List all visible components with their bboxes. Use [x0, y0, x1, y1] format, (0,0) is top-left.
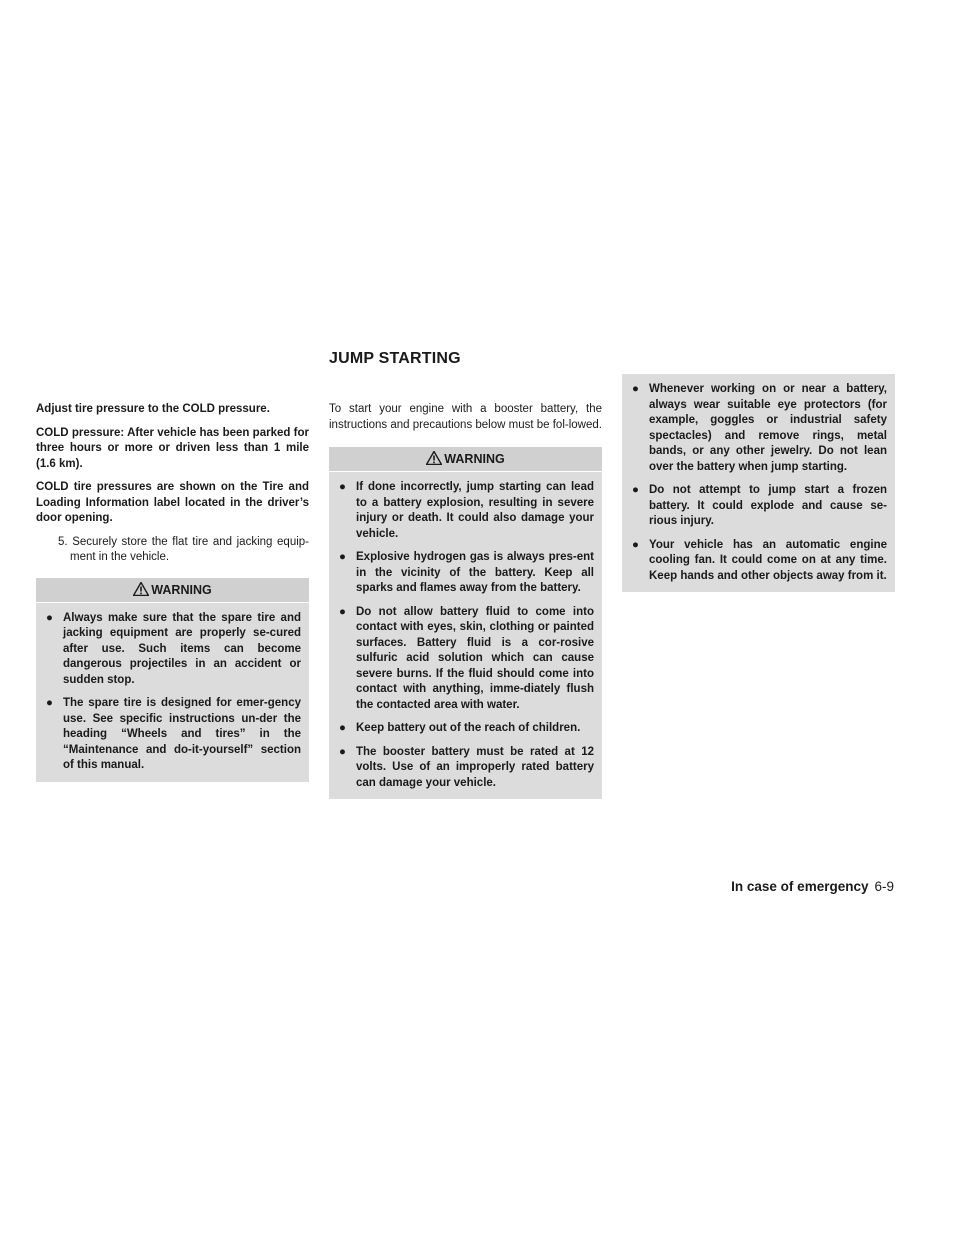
warning-item: ● Always make sure that the spare tire and jacking equipment are properly se-cured after use. Such items can become dangerous projectiles in an accident or sudden stop. — [46, 611, 301, 686]
warning-box-spare-tire — [36, 578, 309, 782]
bullet-icon: ● — [339, 745, 346, 758]
warning-item: ● Keep battery out of the reach of children. — [337, 721, 594, 737]
warning-item: ● Do not allow battery fluid to come into contact with eyes, skin, clothing or painted surfaces. Battery fluid is a cor-rosive sulfuric acid solution which can cause severe burns. If the fluid should come into contact with anything, imme-diately flush the contacted area with water. — [339, 605, 594, 711]
warning-header — [329, 447, 602, 472]
page-footer — [731, 879, 894, 894]
warning-triangle-icon — [133, 582, 149, 596]
tire-label-note: COLD tire pressures are shown on the Tire and Loading Information label located in the driver’s door opening. — [36, 481, 309, 524]
middle-column — [329, 402, 602, 799]
right-column — [622, 374, 895, 592]
warning-item: ● Your vehicle has an automatic engine cooling fan. It could come on at any time. Keep hands and other objects away from it. — [632, 538, 887, 582]
section-title: JUMP STARTING — [329, 350, 461, 367]
warning-item: ● Do not attempt to jump start a frozen battery. It could explode and cause se-rious injury. — [632, 484, 887, 527]
warning-list — [337, 480, 594, 791]
cold-pressure-instruction: Adjust tire pressure to the COLD pressure. — [36, 403, 270, 415]
warning-item: ● Whenever working on or near a battery, always wear suitable eye protectors (for example, goggles or industrial safety spectacles) and remove rings, metal bands, or any other jewelry. Do not lean over the battery when jump starting. — [632, 383, 887, 473]
bullet-icon: ● — [339, 551, 346, 563]
bullet-icon: ● — [632, 538, 639, 551]
warning-box-jump-start — [329, 447, 602, 799]
warning-item: ● Explosive hydrogen gas is always pres-ent in the vicinity of the battery. Keep all sparks and flames away from the battery. — [339, 551, 594, 594]
bullet-icon: ● — [339, 481, 346, 493]
warning-item: ● If done incorrectly, jump starting can lead to a battery explosion, resulting in severe injury or death. It could also damage your vehicle. — [339, 481, 594, 540]
cold-pressure-definition: COLD pressure: After vehicle has been parked for three hours or more or driven less than 1 mile (1.6 km). — [36, 426, 309, 470]
bullet-icon: ● — [632, 484, 639, 496]
warning-triangle-icon — [426, 451, 442, 465]
warning-list — [630, 382, 887, 584]
bullet-icon: ● — [46, 697, 53, 709]
step-5: 5. Securely store the flat tire and jacking equip-ment in the vehicle. — [58, 535, 309, 563]
warning-header — [36, 578, 309, 603]
warning-list — [44, 611, 301, 774]
bullet-icon: ● — [46, 611, 53, 624]
warning-label: WARNING — [444, 452, 505, 466]
footer-section-name: In case of emergency — [731, 879, 869, 894]
left-column — [36, 402, 309, 782]
page-number: 6-9 — [874, 879, 894, 894]
warning-item: ● The booster battery must be rated at 12 volts. Use of an improperly rated battery can damage your vehicle. — [339, 745, 594, 789]
bullet-icon: ● — [339, 722, 346, 734]
warning-label: WARNING — [151, 582, 212, 597]
warning-item: ● The spare tire is designed for emer-gency use. See specific instructions un-der the heading “Wheels and tires” in the “Maintenance and do-it-yourself” section of this manual. — [46, 697, 301, 771]
warning-box-continued — [622, 374, 895, 592]
jump-start-intro: To start your engine with a booster battery, the instructions and precautions below must be fol-lowed. — [329, 403, 602, 431]
bullet-icon: ● — [632, 383, 639, 395]
bullet-icon: ● — [339, 605, 346, 618]
